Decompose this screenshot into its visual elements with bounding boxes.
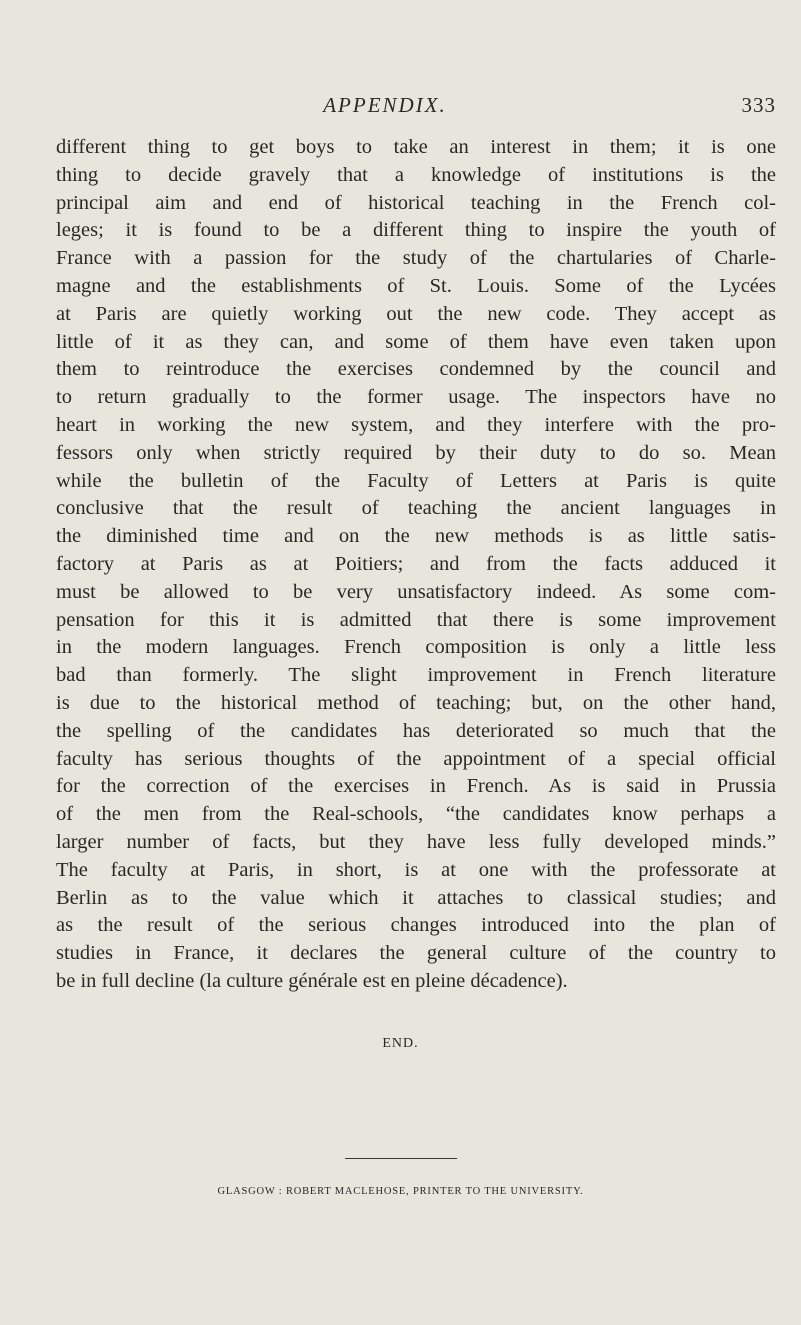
text-line: Berlin as to the value which it attaches to classical studies; and [56,886,776,909]
text-line: to return gradually to the former usage. The inspectors have no [56,386,776,409]
text-line: in the modern languages. French composition is only a little less [56,636,776,659]
text-line: thing to decide gravely that a knowledge of institutions is the [56,163,776,186]
end-mark: END. [382,1036,419,1051]
page-number: 333 [741,93,776,117]
text-line: faculty has serious thoughts of the appointment of a special official [56,747,776,770]
text-line: must be allowed to be very unsatisfactory indeed. As some com- [56,580,776,603]
text-line: magne and the establishments of St. Louis. Some of the Lycées [56,274,776,297]
text-line: little of it as they can, and some of them have even taken upon [56,330,776,353]
text-line: larger number of facts, but they have less fully developed minds.” [56,830,776,853]
text-line: is due to the historical method of teaching; but, on the other hand, [56,691,776,714]
text-line: bad than formerly. The slight improvement in French literature [56,664,776,687]
running-title: APPENDIX. [323,93,447,117]
text-line: for the correction of the exercises in French. As is said in Prussia [56,775,776,798]
text-line: leges; it is found to be a different thing to inspire the youth of [56,219,776,242]
text-line: pensation for this it is admitted that there is some improvement [56,608,776,631]
text-line: conclusive that the result of teaching the ancient languages in [56,497,776,520]
text-line: principal aim and end of historical teaching in the French col- [56,191,776,214]
text-line: them to reintroduce the exercises condemned by the council and [56,358,776,381]
text-line: France with a passion for the study of the chartularies of Charle- [56,247,776,270]
text-line: different thing to get boys to take an interest in them; it is one [56,136,776,158]
divider-rule [345,1158,457,1159]
text-line: factory at Paris as at Poitiers; and from the facts adduced it [56,552,776,575]
text-line: fessors only when strictly required by their duty to do so. Mean [56,441,776,464]
text-line: while the bulletin of the Faculty of Letters at Paris is quite [56,469,776,492]
text-line: of the men from the Real-schools, “the candidates know perhaps a [56,803,776,826]
text-line: at Paris are quietly working out the new code. They accept as [56,302,776,325]
printer-imprint: GLASGOW : ROBERT MACLEHOSE, PRINTER TO THE UNIVERSITY. [217,1186,584,1197]
text-line: the diminished time and on the new methods is as little satis- [56,525,776,548]
text-line: as the result of the serious changes introduced into the plan of [56,914,776,937]
text-line: the spelling of the candidates has deteriorated so much that the [56,719,776,742]
text-line: heart in working the new system, and they interfere with the pro- [56,413,776,436]
body-text [56,134,776,996]
text-line: The faculty at Paris, in short, is at one with the professorate at [56,858,776,881]
text-line: be in full decline (la culture générale est en pleine décadence). [56,969,568,992]
text-line: studies in France, it declares the general culture of the country to [56,942,776,965]
